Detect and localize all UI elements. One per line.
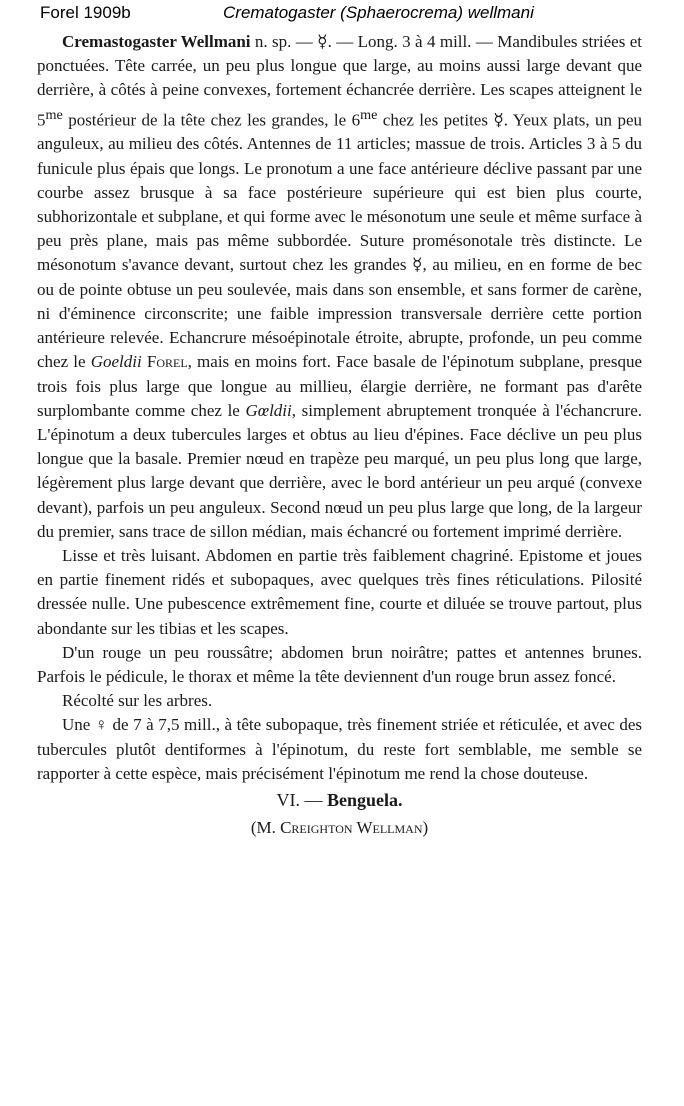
taxon-title: Crematogaster (Sphaerocrema) wellmani bbox=[223, 3, 534, 22]
page-header bbox=[40, 3, 640, 25]
description-text-d: , mais en moins fort. Face basale de l'épinotum subplane, presque trois fois plus large que longue au millieu, élargie derrière, ne formant pas d'arête surplombante comme chez le bbox=[37, 352, 643, 420]
collector-line: (M. Creighton Wellman) bbox=[250, 818, 429, 838]
paragraph-habitat: Récolté sur les arbres. bbox=[62, 691, 213, 711]
paragraph-description bbox=[37, 30, 642, 544]
paragraph-color: D'un rouge un peu roussâtre; abdomen brun noirâtre; pattes et antennes brunes. Parfois le pédicule, le thorax et même la tête deviennent d'un rouge brun assez foncé. bbox=[37, 642, 642, 686]
superscript-me: me bbox=[45, 106, 63, 123]
species-name: Cremastogaster Wellmani bbox=[62, 32, 251, 51]
description-text-a: n. sp. — ☿. — Long. 3 à 4 mill. — Mandibules striées et ponctuées. Tête carrée, un peu plus longue que large, au moins aussi large devant que derrière, à côtés à peine convexes, fortement échancrée derrière. Les scapes atteignent le 5 bbox=[37, 32, 642, 130]
description-text-b: postérieur de la tête chez les grandes, le 6 bbox=[62, 110, 361, 130]
paragraph-sculpture: Lisse et très luisant. Abdomen en partie très faiblement chagriné. Epistome et joues en partie finement ridés et subopaques, avec quelques très fines réticulations. Pilosité dressée nulle. Une pubescence extrêmement fine, courte et diluée se trouve partout, plus abondante sur les tibias et les scapes. bbox=[37, 545, 642, 638]
citation: Forel 1909b bbox=[40, 3, 131, 22]
paragraph-female: Une ♀ de 7 à 7,5 mill., à tête subopaque, très finement striée et réticulée, et avec des tubercules plutôt dentiformes à l'épinotum, du reste fort semblable, me semble se rapporter à cette espèce, mais précisément l'épinotum me rend la chose douteuse. bbox=[37, 715, 642, 783]
section-name: Benguela. bbox=[326, 789, 403, 810]
document-body bbox=[37, 30, 642, 840]
description-text-e: , simplement abruptement tronquée à l'échancrure. L'épinotum a deux tubercules larges et obtus au lieu d'épines. Face déclive un peu plus longue que la basale. Premier nœud en trapèze peu marqué, un peu plus long que large, légèrement plus large devant que derrière, avec le bord antérieur un peu arqué (convexe devant), parfois un peu anguleux. Second nœud un peu plus large que long, de la largeur du premier, sans trace de sillon médian, mais échancré ou fortement imprimé derrière. bbox=[37, 400, 642, 541]
species-ref-goeldii: Gœldii bbox=[245, 400, 292, 420]
description-text-c: chez les petites ☿. Yeux plats, un peu anguleux, au milieu des côtés. Antennes de 11 articles; massue de trois. Articles 3 à 5 du funicule plus épais que longs. Le pronotum a une face antérieure déclive passant par une courbe assez brusque à sa face postérieure supérieure qui est bien plus courte, subhorizontale et subplane, et qui forme avec le mésonotum une seule et même surface à peu près plane, mais pas même subbordée. Suture promésonotale très distincte. Le mésonotum s'avance devant, surtout chez les grandes ☿, au milieu, en en forme de bec ou de pointe obtuse un peu soulevée, mais dans son ensemble, et sans former de carène, ni d'éminence circonscrite; une faible impression transversale derrière cette portion antérieure relevée. Echancrure mésoépinotale étroite, abrupte, profonde, un peu comme chez le bbox=[37, 110, 642, 372]
species-ref-goeldii: Goeldii bbox=[90, 352, 142, 372]
section-number: VI. — bbox=[276, 789, 327, 810]
superscript-me: me bbox=[360, 106, 378, 123]
author-forel: Forel bbox=[146, 352, 188, 372]
section-heading bbox=[37, 788, 642, 812]
